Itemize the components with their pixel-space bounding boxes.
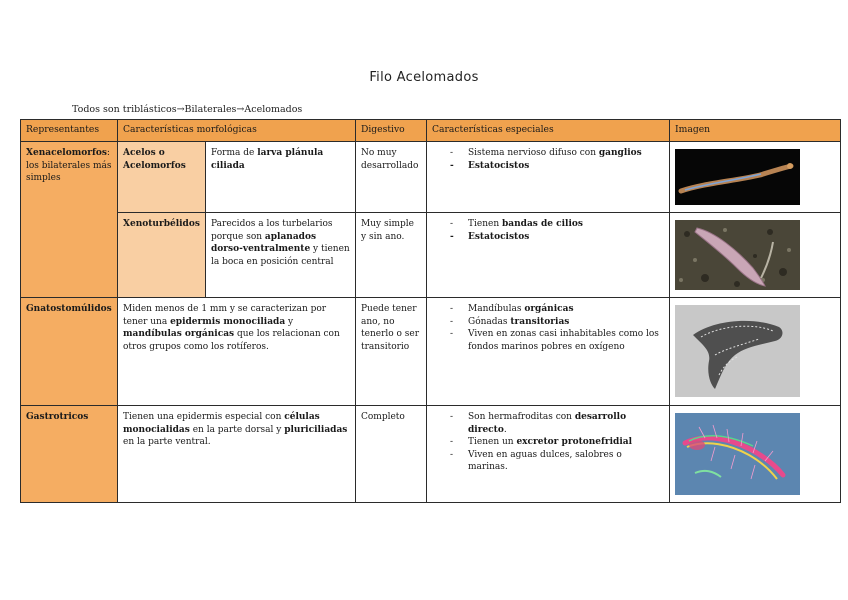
text-bold: ganglios [598, 148, 642, 158]
header-imagen: Imagen [670, 120, 841, 142]
text-bold: pluriciliadas [284, 424, 348, 435]
text: Tienen [468, 219, 502, 229]
text-bold: epidermis monociliada [170, 316, 286, 327]
morph-gnatostomulidos [118, 298, 356, 406]
sub-label: Acelos o Acelomorfos [123, 148, 186, 171]
text: Mandíbulas [468, 304, 525, 314]
rep-gastrotricos [21, 406, 118, 503]
text-bold: aplanados dorso-ventralmente [211, 231, 317, 255]
rep-gnatostomulidos [21, 298, 118, 406]
text-bold: transitorias [510, 316, 570, 327]
list-item [468, 147, 664, 160]
text: Viven en zonas casi inhabitables como los fondos marinos pobres en oxígeno [468, 329, 659, 352]
header-especiales: Características especiales [427, 120, 670, 142]
text: que los relacionan con otros grupos como los rotíferos. [123, 329, 340, 352]
esp-acelos [427, 142, 670, 213]
table-row [21, 213, 841, 298]
digest-gnatostomulidos: Puede tener ano, no tenerlo o ser transitorio [356, 298, 427, 406]
text: Gónadas [468, 316, 511, 327]
list-item [468, 303, 664, 316]
text: Forma de [211, 148, 258, 158]
morph-xeno [206, 213, 356, 298]
header-row [21, 120, 841, 142]
text: Tienen un [468, 437, 517, 448]
list-item [468, 411, 664, 436]
text-bold: Estatocistos [468, 231, 530, 242]
list-item [468, 449, 664, 474]
sub-label: Xenoturbélidos [123, 219, 200, 229]
text-bold: larva plánula ciliada [211, 148, 324, 171]
morph-acelos [206, 142, 356, 213]
text: Tienen una epidermis especial con [123, 412, 285, 422]
esp-xeno [427, 213, 670, 298]
list-item [468, 231, 664, 244]
text-bold: desarrollo directo [468, 412, 627, 435]
table-row [21, 142, 841, 213]
img-cell-gnatostomulidos [670, 298, 841, 406]
text-bold: orgánicas [524, 304, 574, 314]
text: Parecidos a los turbelarios porque son [211, 219, 333, 242]
text: . [503, 424, 507, 435]
gastrotrich-image [675, 413, 800, 495]
text: Miden menos de 1 mm y se caracterizan por tener una [123, 304, 327, 327]
xenoturbella-image [675, 220, 800, 290]
rep-name: Gastrotricos [26, 412, 89, 422]
text-bold: bandas de cilios [502, 219, 583, 229]
table-row [21, 406, 841, 503]
rep-xenacelomorfos: Xenacelomorfos: los bilaterales más simples [21, 142, 118, 298]
table-row [21, 298, 841, 406]
rep-desc: los bilaterales más simples [26, 160, 112, 184]
rep-name: Gnatostomúlidos [26, 304, 112, 314]
acelo-worm-image [675, 149, 800, 205]
text-bold: Estatocistos [468, 160, 530, 171]
morph-gastrotricos [118, 406, 356, 503]
list-item [468, 328, 664, 353]
header-morfologicas: Características morfológicas [118, 120, 356, 142]
img-cell-acelos [670, 142, 841, 213]
img-cell-xeno [670, 213, 841, 298]
text: en la parte dorsal y [189, 424, 285, 435]
intro-text: Todos son triblásticos→Bilaterales→Acelomados [72, 104, 303, 115]
list-item [468, 436, 664, 449]
gnathostomulid-image [675, 305, 800, 397]
text-bold: células monocialidas [123, 412, 320, 435]
digest-gastrotricos: Completo [356, 406, 427, 503]
list-item [468, 218, 664, 231]
header-digestivo: Digestivo [356, 120, 427, 142]
text: Viven en aguas dulces, salobres o marinas. [468, 449, 622, 473]
page-title: Filo Acelomados [369, 70, 479, 85]
text: y tienen la boca en posición central [211, 244, 350, 267]
digest-acelos: No muy desarrollado [356, 142, 427, 213]
acelomados-table [20, 119, 841, 503]
list-item [468, 160, 664, 173]
text-bold: excretor protonefridial [516, 437, 632, 448]
sub-xeno [118, 213, 206, 298]
text: Son hermafroditas con [468, 412, 575, 422]
rep-name: Xenacelomorfos [26, 148, 107, 158]
esp-gnatostomulidos [427, 298, 670, 406]
img-cell-gastrotricos [670, 406, 841, 503]
digest-xeno: Muy simple y sin ano. [356, 213, 427, 298]
esp-gastrotricos [427, 406, 670, 503]
sub-acelos [118, 142, 206, 213]
text: en la parte ventral. [123, 437, 211, 448]
text: y [285, 316, 294, 327]
text: Sistema nervioso difuso con [468, 148, 599, 158]
list-item [468, 316, 664, 329]
header-representantes: Representantes [21, 120, 118, 142]
text-bold: mandíbulas orgánicas [123, 329, 235, 340]
